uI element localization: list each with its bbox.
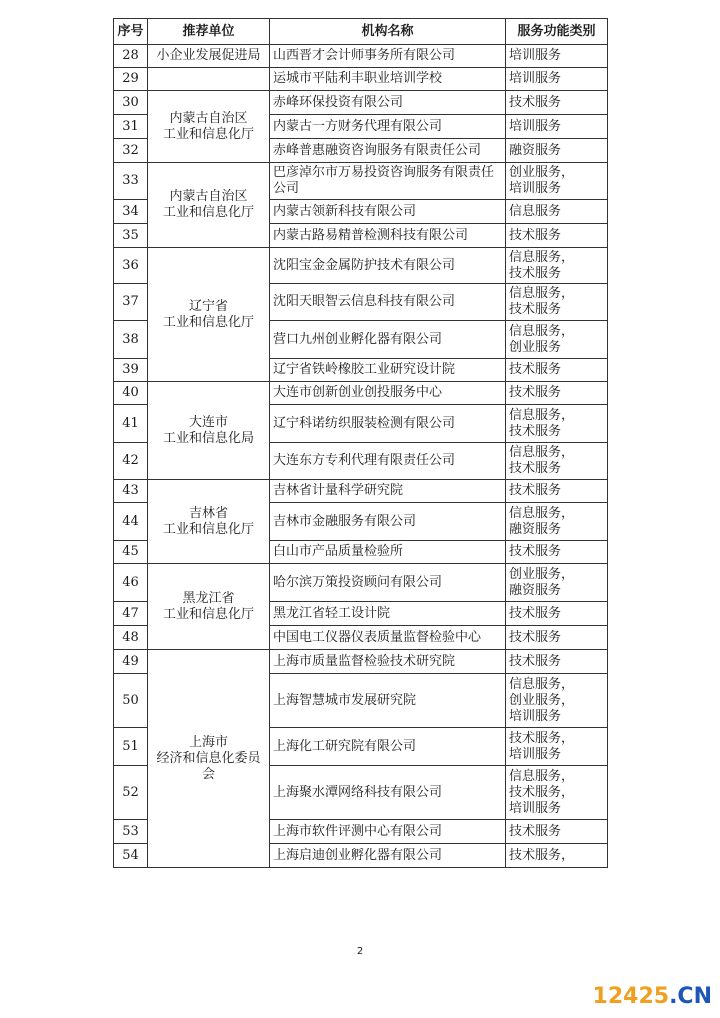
header-row	[114, 19, 608, 45]
institution-name: 吉林市金融服务有限公司	[270, 503, 506, 541]
row-number: 53	[114, 820, 148, 844]
service-category: 信息服务， 技术服务	[506, 248, 608, 284]
recommending-unit: 小企业发展促进局	[148, 45, 270, 68]
service-category: 技术服务	[506, 541, 608, 564]
service-category: 信息服务， 融资服务	[506, 503, 608, 541]
institution-name: 内蒙古路易精普检测科技有限公司	[270, 224, 506, 248]
recommending-unit: 内蒙古自治区 工业和信息化厅	[148, 163, 270, 248]
service-category: 信息服务	[506, 200, 608, 224]
row-number: 42	[114, 443, 148, 480]
recommending-unit: 内蒙古自治区 工业和信息化厅	[148, 91, 270, 163]
service-category: 技术服务	[506, 820, 608, 844]
row-number: 48	[114, 626, 148, 650]
row-number: 31	[114, 115, 148, 139]
institution-name: 黑龙江省轻工设计院	[270, 602, 506, 626]
row-number: 34	[114, 200, 148, 224]
header-seq: 序号	[114, 19, 148, 45]
institution-name: 大连东方专利代理有限责任公司	[270, 443, 506, 480]
service-category: 培训服务	[506, 68, 608, 91]
institution-name: 沈阳宝金金属防护技术有限公司	[270, 248, 506, 284]
service-category: 融资服务	[506, 139, 608, 163]
service-category: 技术服务	[506, 480, 608, 503]
service-category: 信息服务， 创业服务， 培训服务	[506, 674, 608, 728]
recommending-unit: 大连市 工业和信息化局	[148, 382, 270, 480]
recommending-unit: 吉林省 工业和信息化厅	[148, 480, 270, 564]
row-number: 35	[114, 224, 148, 248]
institution-name: 吉林省计量科学研究院	[270, 480, 506, 503]
institution-name: 辽宁科诺纺织服装检测有限公司	[270, 405, 506, 443]
row-number: 32	[114, 139, 148, 163]
row-number: 47	[114, 602, 148, 626]
row-number: 45	[114, 541, 148, 564]
row-number: 44	[114, 503, 148, 541]
institution-name: 中国电工仪器仪表质量监督检验中心	[270, 626, 506, 650]
institution-name: 赤峰普惠融资咨询服务有限责任公司	[270, 139, 506, 163]
site-watermark: 12425.CN	[592, 984, 712, 1009]
table-row	[114, 650, 608, 674]
institution-name: 上海启迪创业孵化器有限公司	[270, 844, 506, 868]
institution-name: 上海智慧城市发展研究院	[270, 674, 506, 728]
row-number: 41	[114, 405, 148, 443]
header-org: 机构名称	[270, 19, 506, 45]
institution-name: 巴彦淖尔市万易投资咨询服务有限责任公司	[270, 163, 506, 200]
service-category: 技术服务	[506, 91, 608, 115]
row-number: 39	[114, 359, 148, 382]
header-service: 服务功能类别	[506, 19, 608, 45]
row-number: 30	[114, 91, 148, 115]
service-category: 技术服务	[506, 359, 608, 382]
institution-name: 上海市软件评测中心有限公司	[270, 820, 506, 844]
row-number: 28	[114, 45, 148, 68]
institution-name: 山西晋才会计师事务所有限公司	[270, 45, 506, 68]
row-number: 37	[114, 284, 148, 321]
row-number: 29	[114, 68, 148, 91]
row-number: 43	[114, 480, 148, 503]
table-row	[114, 248, 608, 284]
institution-name: 营口九州创业孵化器有限公司	[270, 321, 506, 359]
row-number: 38	[114, 321, 148, 359]
institution-name: 运城市平陆利丰职业培训学校	[270, 68, 506, 91]
institution-name: 白山市产品质量检验所	[270, 541, 506, 564]
service-category: 信息服务， 创业服务	[506, 321, 608, 359]
table-row	[114, 45, 608, 68]
service-category: 技术服务	[506, 382, 608, 405]
institution-name: 赤峰环保投资有限公司	[270, 91, 506, 115]
service-category: 技术服务	[506, 626, 608, 650]
service-category: 信息服务， 技术服务	[506, 284, 608, 321]
table-row	[114, 68, 608, 91]
service-category: 信息服务， 技术服务， 培训服务	[506, 766, 608, 820]
header-unit: 推荐单位	[148, 19, 270, 45]
institution-name: 内蒙古一方财务代理有限公司	[270, 115, 506, 139]
row-number: 51	[114, 728, 148, 766]
service-category: 信息服务， 技术服务	[506, 443, 608, 480]
row-number: 50	[114, 674, 148, 728]
service-category: 技术服务	[506, 602, 608, 626]
service-category: 培训服务	[506, 115, 608, 139]
recommending-unit: 辽宁省 工业和信息化厅	[148, 248, 270, 382]
table-row	[114, 163, 608, 200]
service-category: 技术服务	[506, 650, 608, 674]
row-number: 49	[114, 650, 148, 674]
institution-table	[113, 18, 608, 868]
institution-name: 上海聚水潭网络科技有限公司	[270, 766, 506, 820]
row-number: 52	[114, 766, 148, 820]
service-category: 创业服务， 融资服务	[506, 564, 608, 602]
row-number: 33	[114, 163, 148, 200]
page-number: 2	[356, 946, 364, 957]
row-number: 40	[114, 382, 148, 405]
table-row	[114, 382, 608, 405]
row-number: 54	[114, 844, 148, 868]
institution-name: 内蒙古领新科技有限公司	[270, 200, 506, 224]
institution-name: 哈尔滨万策投资顾问有限公司	[270, 564, 506, 602]
recommending-unit	[148, 68, 270, 91]
recommending-unit: 上海市 经济和信息化委员 会	[148, 650, 270, 868]
service-category: 信息服务， 技术服务	[506, 405, 608, 443]
institution-name: 大连市创新创业创投服务中心	[270, 382, 506, 405]
institution-name: 上海市质量监督检验技术研究院	[270, 650, 506, 674]
table-row	[114, 91, 608, 115]
service-category: 培训服务	[506, 45, 608, 68]
row-number: 46	[114, 564, 148, 602]
service-category: 技术服务， 培训服务	[506, 728, 608, 766]
table-row	[114, 564, 608, 602]
institution-name: 上海化工研究院有限公司	[270, 728, 506, 766]
row-number: 36	[114, 248, 148, 284]
service-category: 技术服务	[506, 224, 608, 248]
institution-name: 辽宁省铁岭橡胶工业研究设计院	[270, 359, 506, 382]
table-row	[114, 480, 608, 503]
service-category: 创业服务， 培训服务	[506, 163, 608, 200]
institution-name: 沈阳天眼智云信息科技有限公司	[270, 284, 506, 321]
service-category: 技术服务，	[506, 844, 608, 868]
recommending-unit: 黑龙江省 工业和信息化厅	[148, 564, 270, 650]
